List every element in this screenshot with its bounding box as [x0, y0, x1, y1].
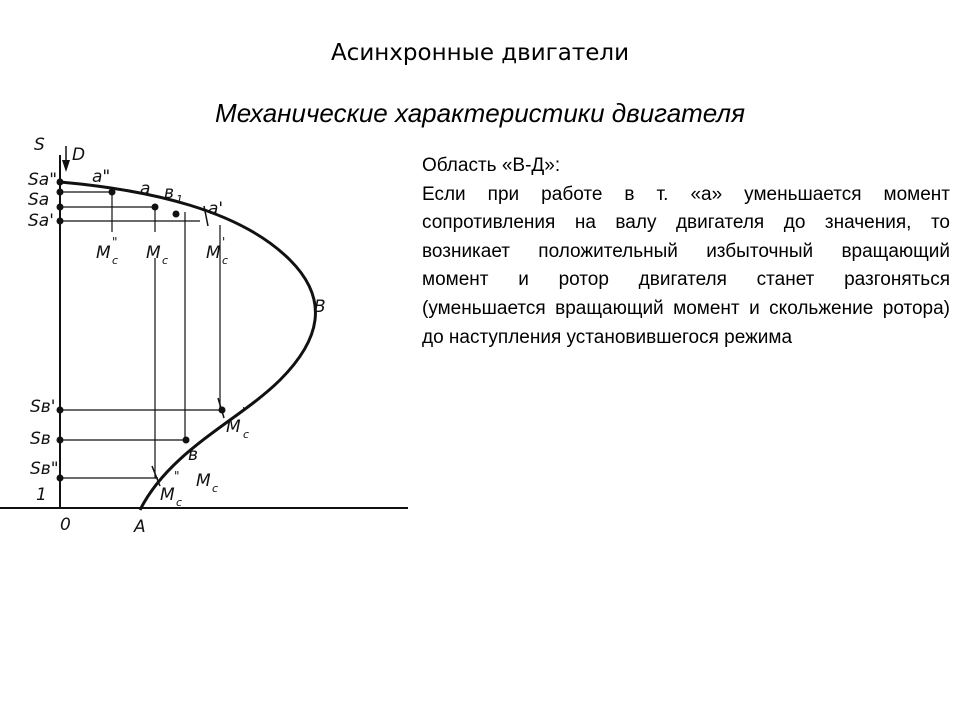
label-mc-lower: M — [196, 471, 211, 491]
label-sb: Sв — [30, 429, 51, 449]
label-b: B — [314, 297, 326, 317]
label-d: D — [72, 145, 86, 165]
point-a-dd — [109, 189, 116, 196]
label-sb-d: Sв' — [30, 397, 56, 417]
slide-subtitle: Механические характеристики двигателя — [215, 98, 745, 128]
label-mc-dd-lower-mark: " — [174, 469, 180, 483]
label-mc-d-lower-mark: ' — [242, 405, 246, 419]
label-mc-dd-upper-mark: " — [112, 235, 118, 249]
label-mc-upper: M — [146, 243, 161, 263]
label-mc-dd-upper: M — [96, 243, 111, 263]
label-mc-upper-sub: c — [162, 254, 169, 267]
label-one: 1 — [36, 485, 47, 505]
label-sa-d: Sa' — [28, 211, 54, 231]
label-mc-d-upper-sub: c — [222, 254, 229, 267]
label-a-dd: a" — [92, 167, 111, 187]
label-sa-dd: Sa" — [28, 170, 58, 190]
slide-title: Асинхронные двигатели — [330, 40, 630, 66]
label-sb-dd: Sв" — [30, 459, 59, 479]
label-b1-sub: 1 — [176, 193, 183, 206]
point-sb — [57, 437, 64, 444]
point-b1 — [173, 211, 180, 218]
label-mc-d-upper: M — [206, 243, 221, 263]
point-b — [183, 437, 190, 444]
label-mc-d-lower: M — [226, 417, 241, 437]
label-mc-dd-lower-sub: c — [176, 496, 183, 509]
mechanical-characteristic-diagram — [0, 130, 420, 550]
point-sa — [57, 204, 64, 211]
text-heading: Область «В-Д»: — [422, 155, 561, 176]
label-a-point: A — [134, 517, 146, 537]
label-mc-lower-sub: c — [212, 482, 219, 495]
point-sa-d — [57, 218, 64, 225]
label-mc-d-lower-sub: c — [243, 428, 250, 441]
label-b-lower: в — [188, 445, 199, 465]
text-block — [422, 152, 950, 352]
label-sa: Sa — [28, 190, 50, 210]
label-a: a — [140, 179, 151, 199]
text-body: Если при работе в т. «а» уменьшается момент сопротивления на валу двигателя до значения, то возникает положительный избыточный вращающий момент и ротор двигателя станет разгоняться (уменьшается вращающий момент и скольжение ротора) до наступления установившегося режима — [422, 183, 950, 348]
label-a-d: a' — [208, 199, 224, 219]
point-sb-d — [57, 407, 64, 414]
d-arrow-head — [62, 160, 70, 172]
label-mc-d-upper-mark: ' — [222, 235, 226, 249]
point-sa-dd — [57, 189, 64, 196]
label-zero: 0 — [60, 515, 71, 535]
label-s-axis: S — [34, 135, 45, 155]
label-mc-dd-upper-sub: c — [112, 254, 119, 267]
point-sa-dd-origin — [57, 179, 64, 186]
label-b1: в — [164, 183, 175, 203]
label-mc-dd-lower: M — [160, 485, 175, 505]
point-mc-d-curve — [219, 407, 226, 414]
point-a — [152, 204, 159, 211]
